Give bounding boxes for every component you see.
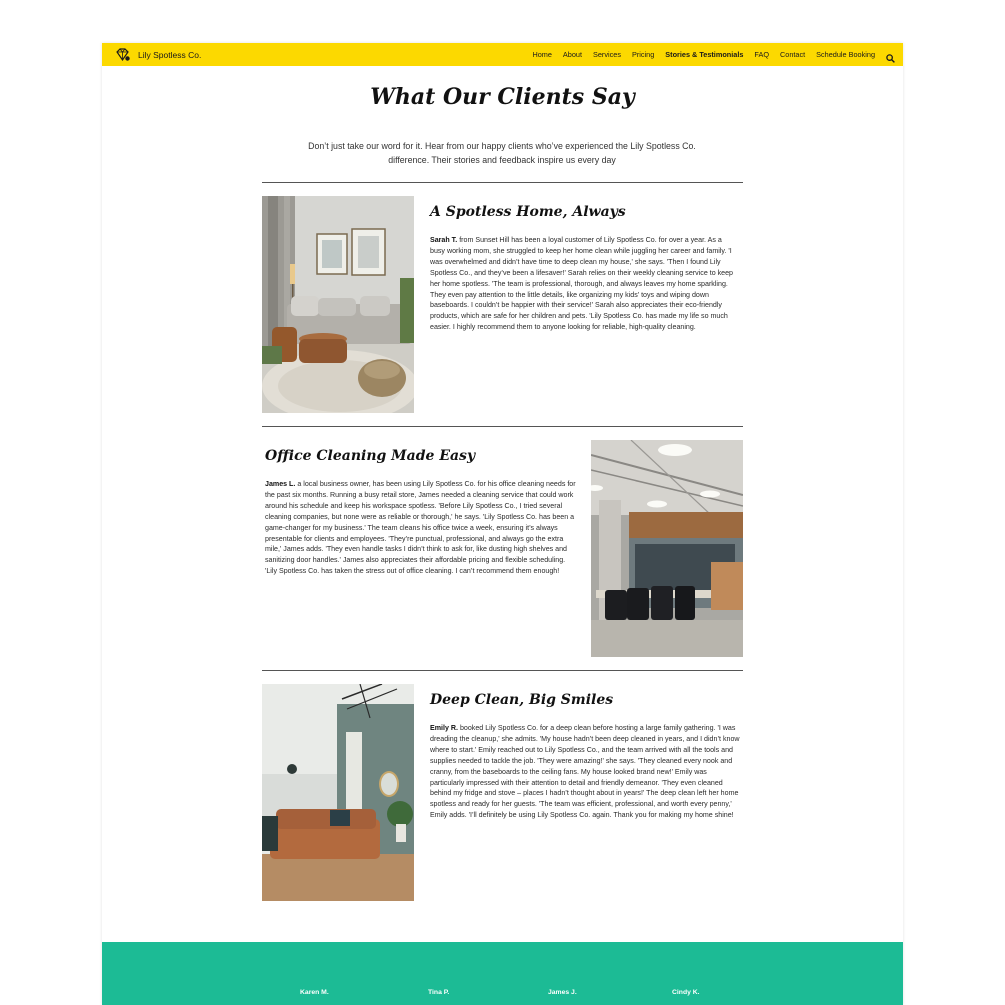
footer-name-tina: Tina P. (428, 989, 450, 996)
client-name: Emily R. (430, 724, 458, 732)
footer-name-karen: Karen M. (300, 989, 329, 996)
nav-stories-testimonials[interactable]: Stories & Testimonials (665, 50, 744, 59)
story-text (430, 235, 737, 333)
story-title: Office Cleaning Made Easy (265, 448, 476, 464)
lounge-photo (262, 684, 414, 901)
office-photo (591, 440, 743, 657)
story-text (265, 479, 577, 577)
intro-text: Don’t just take our word for it. Hear from our happy clients who’ve experienced the Lily Spotless Co. difference. Their stories and feedback inspire us every day (308, 141, 696, 165)
nav-services[interactable]: Services (592, 50, 621, 59)
client-name: James L. (265, 480, 296, 488)
divider (262, 670, 743, 671)
story-body: from Sunset Hill has been a loyal customer of Lily Spotless Co. for over a year. As a busy working mom, she struggled to keep her home clean while juggling her career and family. 'I was overwhelmed and didn’t have time to deep clean my house,' she says. 'Then I found Lily Spotless Co., and they’ve been a lifesaver!' Sarah relies on their weekly cleaning service to keep her home spotless. 'The team is professional, thorough, and always leaves my home sparkling. They even pay attention to the little details, like organizing my kids’ toys and wiping down baseboards. I couldn’t be happier with their service!' Sarah also appreciates their eco-friendly products, which are safe for her children and pets. 'Lily Spotless Co. has made my life so much easier. I highly recommend them to anyone looking for reliable, high-quality cleaning. (430, 236, 734, 332)
brand-name: Lily Spotless Co. (138, 49, 202, 60)
nav-contact[interactable]: Contact (780, 50, 806, 59)
story-body: a local business owner, has been using Lily Spotless Co. for his office cleaning needs for the past six months. Running a busy retail store, James needed a cleaning service that could work around his schedule and keep his workspace spotless. 'Before Lily Spotless Co., I tried several cleaning companies, but none were as reliable or thorough,' he says. 'Lily Spotless Co. has been a game-changer for my business.' The team cleans his office twice a week, ensuring it’s always presentable for clients and employees. 'They’re punctual, professional, and always go the extra mile,' James adds. 'They even handle tasks I didn’t think to ask for, like dusting high shelves and sanitizing door handles.' James also appreciates their affordable pricing and flexible scheduling. 'Lily Spotless Co. has taken the stress out of office cleaning. I can’t recommend them enough! (265, 480, 576, 576)
nav-home[interactable]: Home (532, 50, 552, 59)
main-menu (521, 50, 895, 59)
divider (262, 426, 743, 427)
nav-about[interactable]: About (562, 50, 582, 59)
nav-pricing[interactable]: Pricing (631, 50, 655, 59)
page-title: What Our Clients Say (370, 84, 635, 110)
nav-schedule-booking[interactable]: Schedule Booking (816, 50, 875, 59)
story-text (430, 723, 740, 821)
story-body: booked Lily Spotless Co. for a deep clean before hosting a large family gathering. 'I was dreading the cleanup,' she admits. 'My house hadn’t been deep cleaned in years, and I didn’t know where to start.' Emily reached out to Lily Spotless Co., and the team arrived with all the tools and supplies needed to tackle the job. 'They were amazing!' she says. 'They cleaned every nook and cranny, from the baseboards to the ceiling fans. My house looked brand new!' Emily was particularly impressed with their attention to detail and friendly demeanor. 'They even cleaned behind my fridge and stove – places I hadn’t thought about in years!' The deep clean left her home spotless and ready for her guests. 'The team was efficient, professional, and worth every penny,' Emily adds. 'I’ll definitely be using Lily Spotless Co. again. Thank you for making my home shine! (430, 724, 740, 820)
client-name: Sarah T. (430, 236, 458, 244)
story-title: Deep Clean, Big Smiles (430, 692, 614, 708)
brand[interactable] (114, 46, 201, 63)
living-room-photo (262, 196, 414, 413)
logo-icon (114, 46, 131, 63)
footer-name-james: James J. (548, 989, 577, 996)
search-icon[interactable] (886, 50, 895, 59)
nav-faq[interactable]: FAQ (754, 50, 770, 59)
story-title: A Spotless Home, Always (430, 204, 626, 220)
testimonials-footer (102, 942, 903, 1005)
page (102, 43, 903, 1005)
footer-name-cindy: Cindy K. (672, 989, 700, 996)
top-nav-bar (102, 43, 903, 66)
divider (262, 182, 743, 183)
